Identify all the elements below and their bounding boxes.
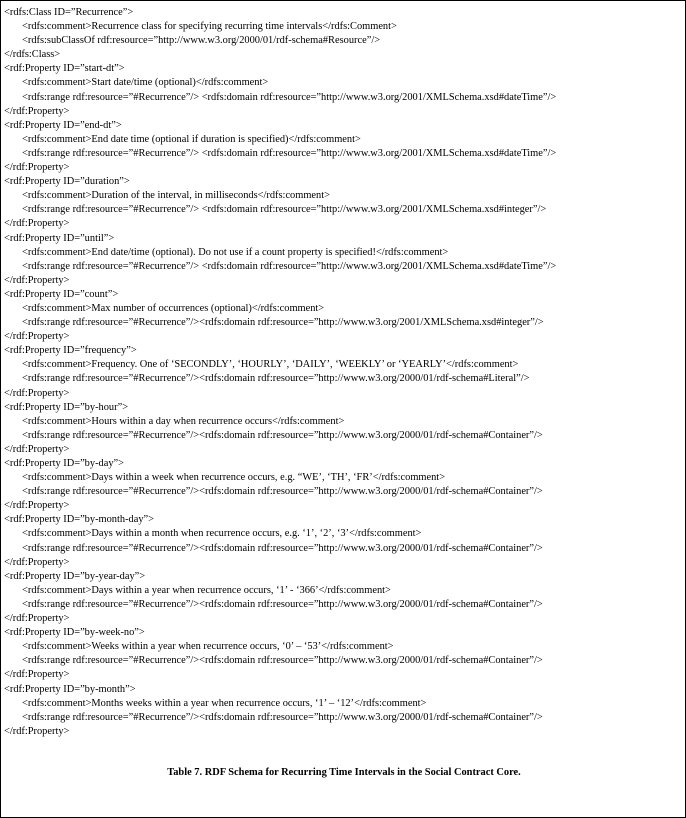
code-line: <rdf:Property ID=”start-dt”> bbox=[4, 63, 125, 75]
code-line: <rdfs:comment>Months weeks within a year when recurrence occurs, ‘1’ – ‘12’</rdfs:comment> bbox=[22, 697, 427, 709]
code-line: <rdfs:subClassOf rdf:resource=”http://www.w3.org/2000/01/rdf-schema#Resource”/> bbox=[22, 35, 381, 47]
code-line: <rdfs:range rdf:resource=”#Recurrence”/><rdfs:domain rdf:resource=”http://www.w3.org/2000/01/rdf-schema#Container”/> bbox=[22, 486, 543, 498]
code-line: <rdf:Property ID=”by-month-day”> bbox=[4, 514, 155, 526]
code-line: </rdf:Property> bbox=[4, 669, 70, 681]
code-line: <rdf:Property ID=”by-hour”> bbox=[4, 401, 129, 413]
code-line: <rdf:Property ID=”end-dt”> bbox=[4, 119, 122, 131]
code-line: </rdf:Property> bbox=[4, 556, 70, 568]
code-line: <rdf:Property ID=”until”> bbox=[4, 232, 115, 244]
rdf-schema-code bbox=[4, 6, 680, 739]
code-line: <rdfs:comment>Duration of the interval, in milliseconds</rdfs:comment> bbox=[22, 190, 330, 202]
code-line: <rdfs:comment>Weeks within a year when recurrence occurs, ‘0’ – ‘53’</rdfs:comment> bbox=[22, 641, 394, 653]
code-line: <rdfs:range rdf:resource=”#Recurrence”/> <rdfs:domain rdf:resource=”http://www.w3.org/2001/XMLSchema.xsd#dateTime”/> bbox=[22, 91, 557, 103]
code-line: <rdfs:comment>End date/time (optional). Do not use if a count property is specified!</rdfs:comment> bbox=[22, 246, 449, 258]
code-line: <rdfs:range rdf:resource=”#Recurrence”/><rdfs:domain rdf:resource=”http://www.w3.org/2001/XMLSchema.xsd#integer”/> bbox=[22, 317, 544, 329]
code-line: <rdfs:range rdf:resource=”#Recurrence”/> <rdfs:domain rdf:resource=”http://www.w3.org/2001/XMLSchema.xsd#dateTime”/> bbox=[22, 147, 557, 159]
code-line: </rdf:Property> bbox=[4, 387, 70, 399]
code-line: <rdfs:comment>Days within a week when recurrence occurs, e.g. “WE’, ‘TH’, ‘FR’</rdfs:comment> bbox=[22, 472, 446, 484]
code-line: <rdf:Property ID=”by-month”> bbox=[4, 683, 136, 695]
code-line: <rdfs:comment>Recurrence class for specifying recurring time intervals</rdfs:Comment> bbox=[22, 21, 397, 33]
code-line: </rdf:Property> bbox=[4, 500, 70, 512]
code-line: <rdfs:comment>Days within a month when recurrence occurs, e.g. ‘1’, ‘2’, ‘3’</rdfs:comment> bbox=[22, 528, 422, 540]
code-line: <rdf:Property ID=”by-week-no”> bbox=[4, 627, 145, 639]
code-line: <rdfs:range rdf:resource=”#Recurrence”/><rdfs:domain rdf:resource=”http://www.w3.org/2000/01/rdf-schema#Literal”/> bbox=[22, 373, 530, 385]
code-line: <rdf:Property ID=”by-day”> bbox=[4, 458, 125, 469]
code-line: <rdfs:range rdf:resource=”#Recurrence”/><rdfs:domain rdf:resource=”http://www.w3.org/2000/01/rdf-schema#Container”/> bbox=[22, 711, 543, 723]
code-line: <rdfs:range rdf:resource=”#Recurrence”/> <rdfs:domain rdf:resource=”http://www.w3.org/2001/XMLSchema.xsd#dateTime”/> bbox=[22, 260, 557, 272]
code-line: <rdfs:comment>Max number of occurrences (optional)</rdfs:comment> bbox=[22, 302, 325, 314]
code-line: </rdf:Property> bbox=[4, 725, 70, 737]
code-line: <rdfs:range rdf:resource=”#Recurrence”/><rdfs:domain rdf:resource=”http://www.w3.org/2000/01/rdf-schema#Container”/> bbox=[22, 655, 543, 667]
code-line: <rdfs:comment>Days within a year when recurrence occurs, ‘1’ - ‘366’</rdfs:comment> bbox=[22, 584, 391, 596]
code-line: </rdf:Property> bbox=[4, 613, 70, 625]
code-line: </rdf:Property> bbox=[4, 162, 70, 174]
code-line: </rdfs:Class> bbox=[4, 49, 61, 61]
code-line: <rdf:Property ID=”count”> bbox=[4, 288, 119, 300]
code-line: <rdfs:range rdf:resource=”#Recurrence”/><rdfs:domain rdf:resource=”http://www.w3.org/2000/01/rdf-schema#Container”/> bbox=[22, 598, 543, 610]
table-caption: Table 7. RDF Schema for Recurring Time Intervals in the Social Contract Core. bbox=[167, 767, 521, 778]
code-line: <rdf:Property ID=”duration”> bbox=[4, 176, 130, 188]
code-line: <rdfs:comment>Start date/time (optional)</rdfs:comment> bbox=[22, 77, 269, 89]
code-line: </rdf:Property> bbox=[4, 218, 70, 230]
code-line: </rdf:Property> bbox=[4, 105, 70, 117]
code-line: </rdf:Property> bbox=[4, 331, 70, 343]
code-line: <rdfs:range rdf:resource=”#Recurrence”/><rdfs:domain rdf:resource=”http://www.w3.org/2000/01/rdf-schema#Container”/> bbox=[22, 542, 543, 554]
code-line: <rdf:Property ID=”by-year-day”> bbox=[4, 570, 146, 582]
code-line: <rdf:Property ID=”frequency”> bbox=[4, 345, 137, 357]
code-line: <rdfs:Class ID=”Recurrence”> bbox=[4, 7, 134, 18]
code-line: <rdfs:comment>End date time (optional if duration is specified)</rdfs:comment> bbox=[22, 133, 361, 145]
code-line: </rdf:Property> bbox=[4, 274, 70, 286]
code-line: <rdfs:range rdf:resource=”#Recurrence”/><rdfs:domain rdf:resource=”http://www.w3.org/2000/01/rdf-schema#Container”/> bbox=[22, 429, 543, 441]
code-line: <rdfs:comment>Hours within a day when recurrence occurs</rdfs:comment> bbox=[22, 415, 345, 427]
code-line: <rdfs:range rdf:resource=”#Recurrence”/> <rdfs:domain rdf:resource=”http://www.w3.org/2001/XMLSchema.xsd#integer”/> bbox=[22, 204, 547, 216]
code-line: <rdfs:comment>Frequency. One of ‘SECONDLY’, ‘HOURLY’, ‘DAILY’, ‘WEEKLY’ or ‘YEARLY’</rdfs:comment> bbox=[22, 359, 519, 371]
code-line: </rdf:Property> bbox=[4, 443, 70, 455]
